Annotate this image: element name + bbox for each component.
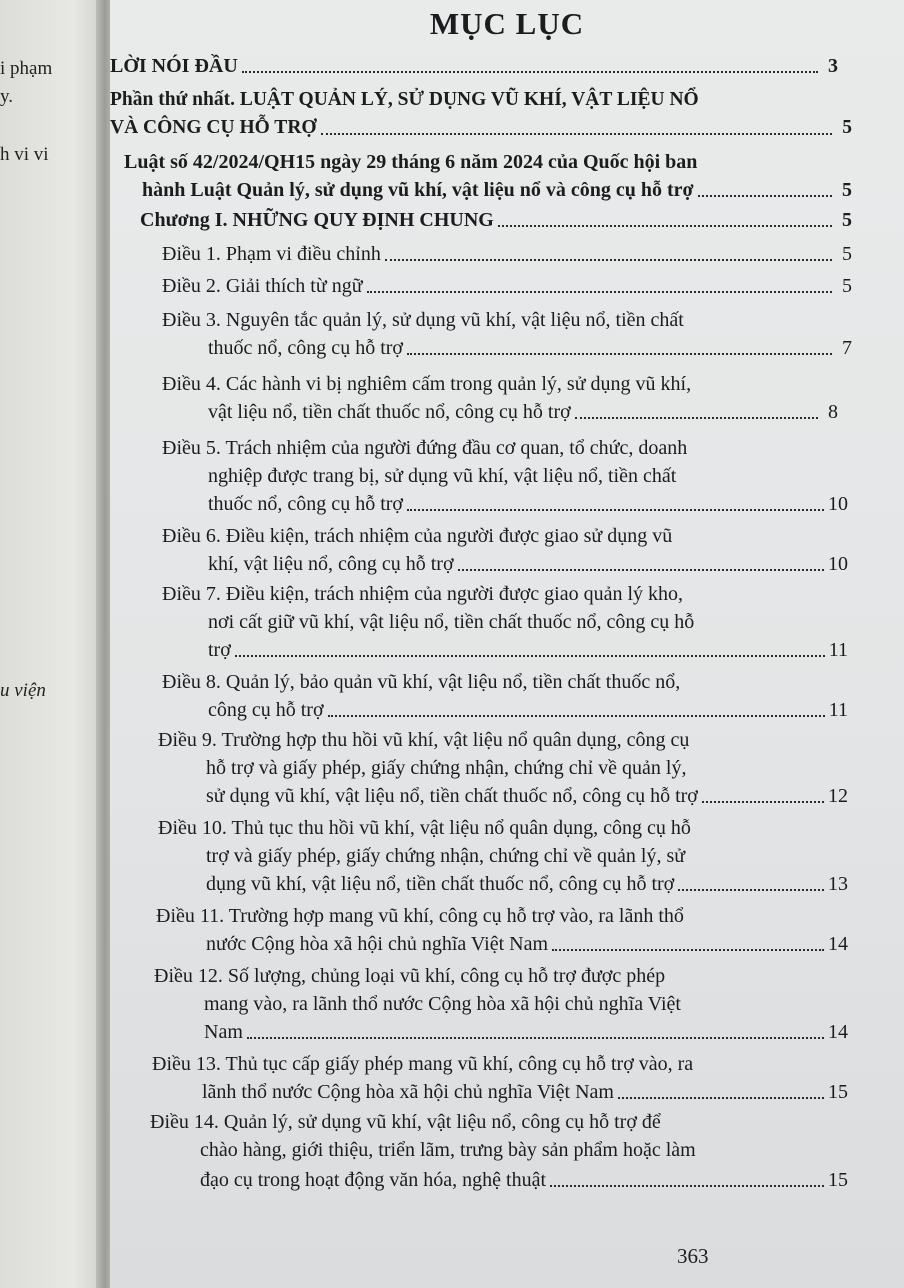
toc-page-number: 5 <box>842 209 852 231</box>
toc-entry-preface[interactable] <box>110 52 838 80</box>
toc-entry-label: công cụ hỗ trợ <box>208 699 324 721</box>
toc-entry-label: Chương I. NHỮNG QUY ĐỊNH CHUNG <box>140 209 494 231</box>
toc-page-number: 11 <box>828 699 848 721</box>
toc-law-heading: Luật số 42/2024/QH15 ngày 29 tháng 6 năm 2024 của Quốc hội ban <box>124 151 698 173</box>
leader-dots <box>498 225 832 227</box>
toc-entry-article[interactable] <box>202 1078 848 1106</box>
toc-page-number: 11 <box>828 639 848 661</box>
toc-page <box>110 0 904 1288</box>
toc-page-number: 5 <box>842 243 852 265</box>
leader-dots <box>235 655 825 657</box>
leader-dots <box>702 801 824 803</box>
toc-page-number: 10 <box>828 553 848 575</box>
toc-entry-article[interactable] <box>162 272 852 300</box>
toc-entry-article[interactable] <box>208 636 848 664</box>
toc-entry-article[interactable] <box>206 782 848 810</box>
toc-entry-part1[interactable] <box>110 114 852 142</box>
toc-entry-label: dụng vũ khí, vật liệu nổ, tiền chất thuốc nổ, công cụ hỗ trợ <box>206 873 675 895</box>
toc-entry-label: khí, vật liệu nổ, công cụ hỗ trợ <box>208 553 454 575</box>
toc-page-number: 15 <box>828 1169 848 1191</box>
leader-dots <box>321 133 832 135</box>
toc-entry-line: Điều 5. Trách nhiệm của người đứng đầu cơ quan, tổ chức, doanh <box>162 437 688 459</box>
toc-entry-article[interactable] <box>200 1166 848 1194</box>
toc-entry-article[interactable] <box>208 490 848 518</box>
toc-entry-line: Điều 13. Thủ tục cấp giấy phép mang vũ khí, công cụ hỗ trợ vào, ra <box>152 1053 694 1075</box>
leader-dots <box>550 1185 824 1187</box>
leader-dots <box>385 259 832 261</box>
left-page-fragment: u viện <box>0 680 46 701</box>
toc-entry-line: trợ và giấy phép, giấy chứng nhận, chứng chỉ về quản lý, sử <box>206 845 686 867</box>
page-number: 363 <box>677 1244 709 1268</box>
toc-entry-article[interactable] <box>208 696 848 724</box>
toc-entry-label: hành Luật Quản lý, sử dụng vũ khí, vật liệu nổ và công cụ hỗ trợ <box>142 179 694 201</box>
toc-entry-article[interactable] <box>204 1018 848 1046</box>
toc-entry-line: chào hàng, giới thiệu, triển lãm, trưng bày sản phẩm hoặc làm <box>200 1139 696 1161</box>
toc-page-number: 14 <box>828 1021 848 1043</box>
toc-page-number: 12 <box>828 785 848 807</box>
page-title: MỤC LỤC <box>429 6 585 41</box>
toc-page-number: 14 <box>828 933 848 955</box>
toc-entry-label: lãnh thổ nước Cộng hòa xã hội chủ nghĩa Việt Nam <box>202 1081 614 1103</box>
toc-entry-label: Nam <box>204 1021 243 1043</box>
toc-entry-label: Điều 2. Giải thích từ ngữ <box>162 275 363 297</box>
toc-page-number: 5 <box>842 117 852 138</box>
left-page <box>0 0 104 1288</box>
toc-entry-label: sử dụng vũ khí, vật liệu nổ, tiền chất thuốc nổ, công cụ hỗ trợ <box>206 785 698 807</box>
toc-page-number: 5 <box>842 179 852 201</box>
toc-entry-line: Điều 12. Số lượng, chủng loại vũ khí, công cụ hỗ trợ được phép <box>154 965 666 987</box>
toc-entry-article[interactable] <box>208 398 838 426</box>
leader-dots <box>552 949 824 951</box>
toc-entry-chapter1[interactable] <box>140 206 852 234</box>
toc-page-number: 15 <box>828 1081 848 1103</box>
toc-entry-line: Điều 14. Quản lý, sử dụng vũ khí, vật liệu nổ, công cụ hỗ trợ để <box>150 1111 661 1133</box>
toc-entry-label: thuốc nổ, công cụ hỗ trợ <box>208 337 403 359</box>
toc-entry-line: Điều 6. Điều kiện, trách nhiệm của người được giao sử dụng vũ <box>162 525 673 547</box>
toc-entry-label: Điều 1. Phạm vi điều chỉnh <box>162 243 381 265</box>
toc-page-number: 13 <box>828 873 848 895</box>
leader-dots <box>328 715 825 717</box>
leader-dots <box>247 1037 824 1039</box>
toc-entry-line: nơi cất giữ vũ khí, vật liệu nổ, tiền chất thuốc nổ, công cụ hỗ <box>208 611 695 633</box>
toc-entry-line: Điều 3. Nguyên tắc quản lý, sử dụng vũ khí, vật liệu nổ, tiền chất <box>162 309 684 331</box>
toc-entry-label: trợ <box>208 639 231 661</box>
toc-entry-article[interactable] <box>208 334 852 362</box>
toc-entry-article[interactable] <box>206 870 848 898</box>
toc-page-number: 5 <box>842 275 852 297</box>
leader-dots <box>242 71 818 73</box>
toc-entry-line: mang vào, ra lãnh thổ nước Cộng hòa xã hội chủ nghĩa Việt <box>204 993 681 1015</box>
leader-dots <box>407 509 824 511</box>
toc-entry-line: Điều 4. Các hành vi bị nghiêm cấm trong quản lý, sử dụng vũ khí, <box>162 373 692 395</box>
toc-entry-law[interactable] <box>142 176 852 204</box>
toc-entry-label: đạo cụ trong hoạt động văn hóa, nghệ thuật <box>200 1169 547 1191</box>
toc-entry-label: thuốc nổ, công cụ hỗ trợ <box>208 493 403 515</box>
toc-entry-article[interactable] <box>206 930 848 958</box>
leader-dots <box>458 569 824 571</box>
leader-dots <box>678 889 824 891</box>
toc-entry-line: nghiệp được trang bị, sử dụng vũ khí, vật liệu nổ, tiền chất <box>208 465 677 487</box>
leader-dots <box>367 291 832 293</box>
toc-part-heading: Phần thứ nhất. LUẬT QUẢN LÝ, SỬ DỤNG VŨ KHÍ, VẬT LIỆU NỔ <box>110 89 699 110</box>
left-page-fragment: i phạm <box>0 58 53 79</box>
toc-entry-label: vật liệu nổ, tiền chất thuốc nổ, công cụ hỗ trợ <box>208 401 571 423</box>
toc-entry-article[interactable] <box>162 240 852 268</box>
leader-dots <box>575 417 818 419</box>
toc-entry-line: Điều 11. Trường hợp mang vũ khí, công cụ hỗ trợ vào, ra lãnh thổ <box>156 905 684 927</box>
left-page-fragment: y. <box>0 86 14 107</box>
toc-entry-line: hỗ trợ và giấy phép, giấy chứng nhận, chứng chỉ về quản lý, <box>206 757 687 779</box>
toc-entry-article[interactable] <box>208 550 848 578</box>
toc-entry-line: Điều 7. Điều kiện, trách nhiệm của người được giao quản lý kho, <box>162 583 684 605</box>
left-page-fragment: h vi vi <box>0 144 49 165</box>
toc-entry-label: LỜI NÓI ĐẦU <box>110 55 238 77</box>
toc-entry-label: nước Cộng hòa xã hội chủ nghĩa Việt Nam <box>206 933 549 955</box>
toc-entry-line: Điều 10. Thủ tục thu hồi vũ khí, vật liệu nổ quân dụng, công cụ hỗ <box>158 817 691 839</box>
toc-entry-line: Điều 8. Quản lý, bảo quản vũ khí, vật liệu nổ, tiền chất thuốc nổ, <box>162 671 681 693</box>
leader-dots <box>618 1097 824 1099</box>
toc-page-number: 8 <box>828 401 838 423</box>
toc-page-number: 10 <box>828 493 848 515</box>
toc-page-number: 3 <box>828 55 838 77</box>
toc-entry-label: VÀ CÔNG CỤ HỖ TRỢ <box>110 117 317 138</box>
leader-dots <box>407 353 832 355</box>
toc-page-number: 7 <box>842 337 852 359</box>
toc-entry-line: Điều 9. Trường hợp thu hồi vũ khí, vật liệu nổ quân dụng, công cụ <box>158 729 690 751</box>
leader-dots <box>698 195 832 197</box>
